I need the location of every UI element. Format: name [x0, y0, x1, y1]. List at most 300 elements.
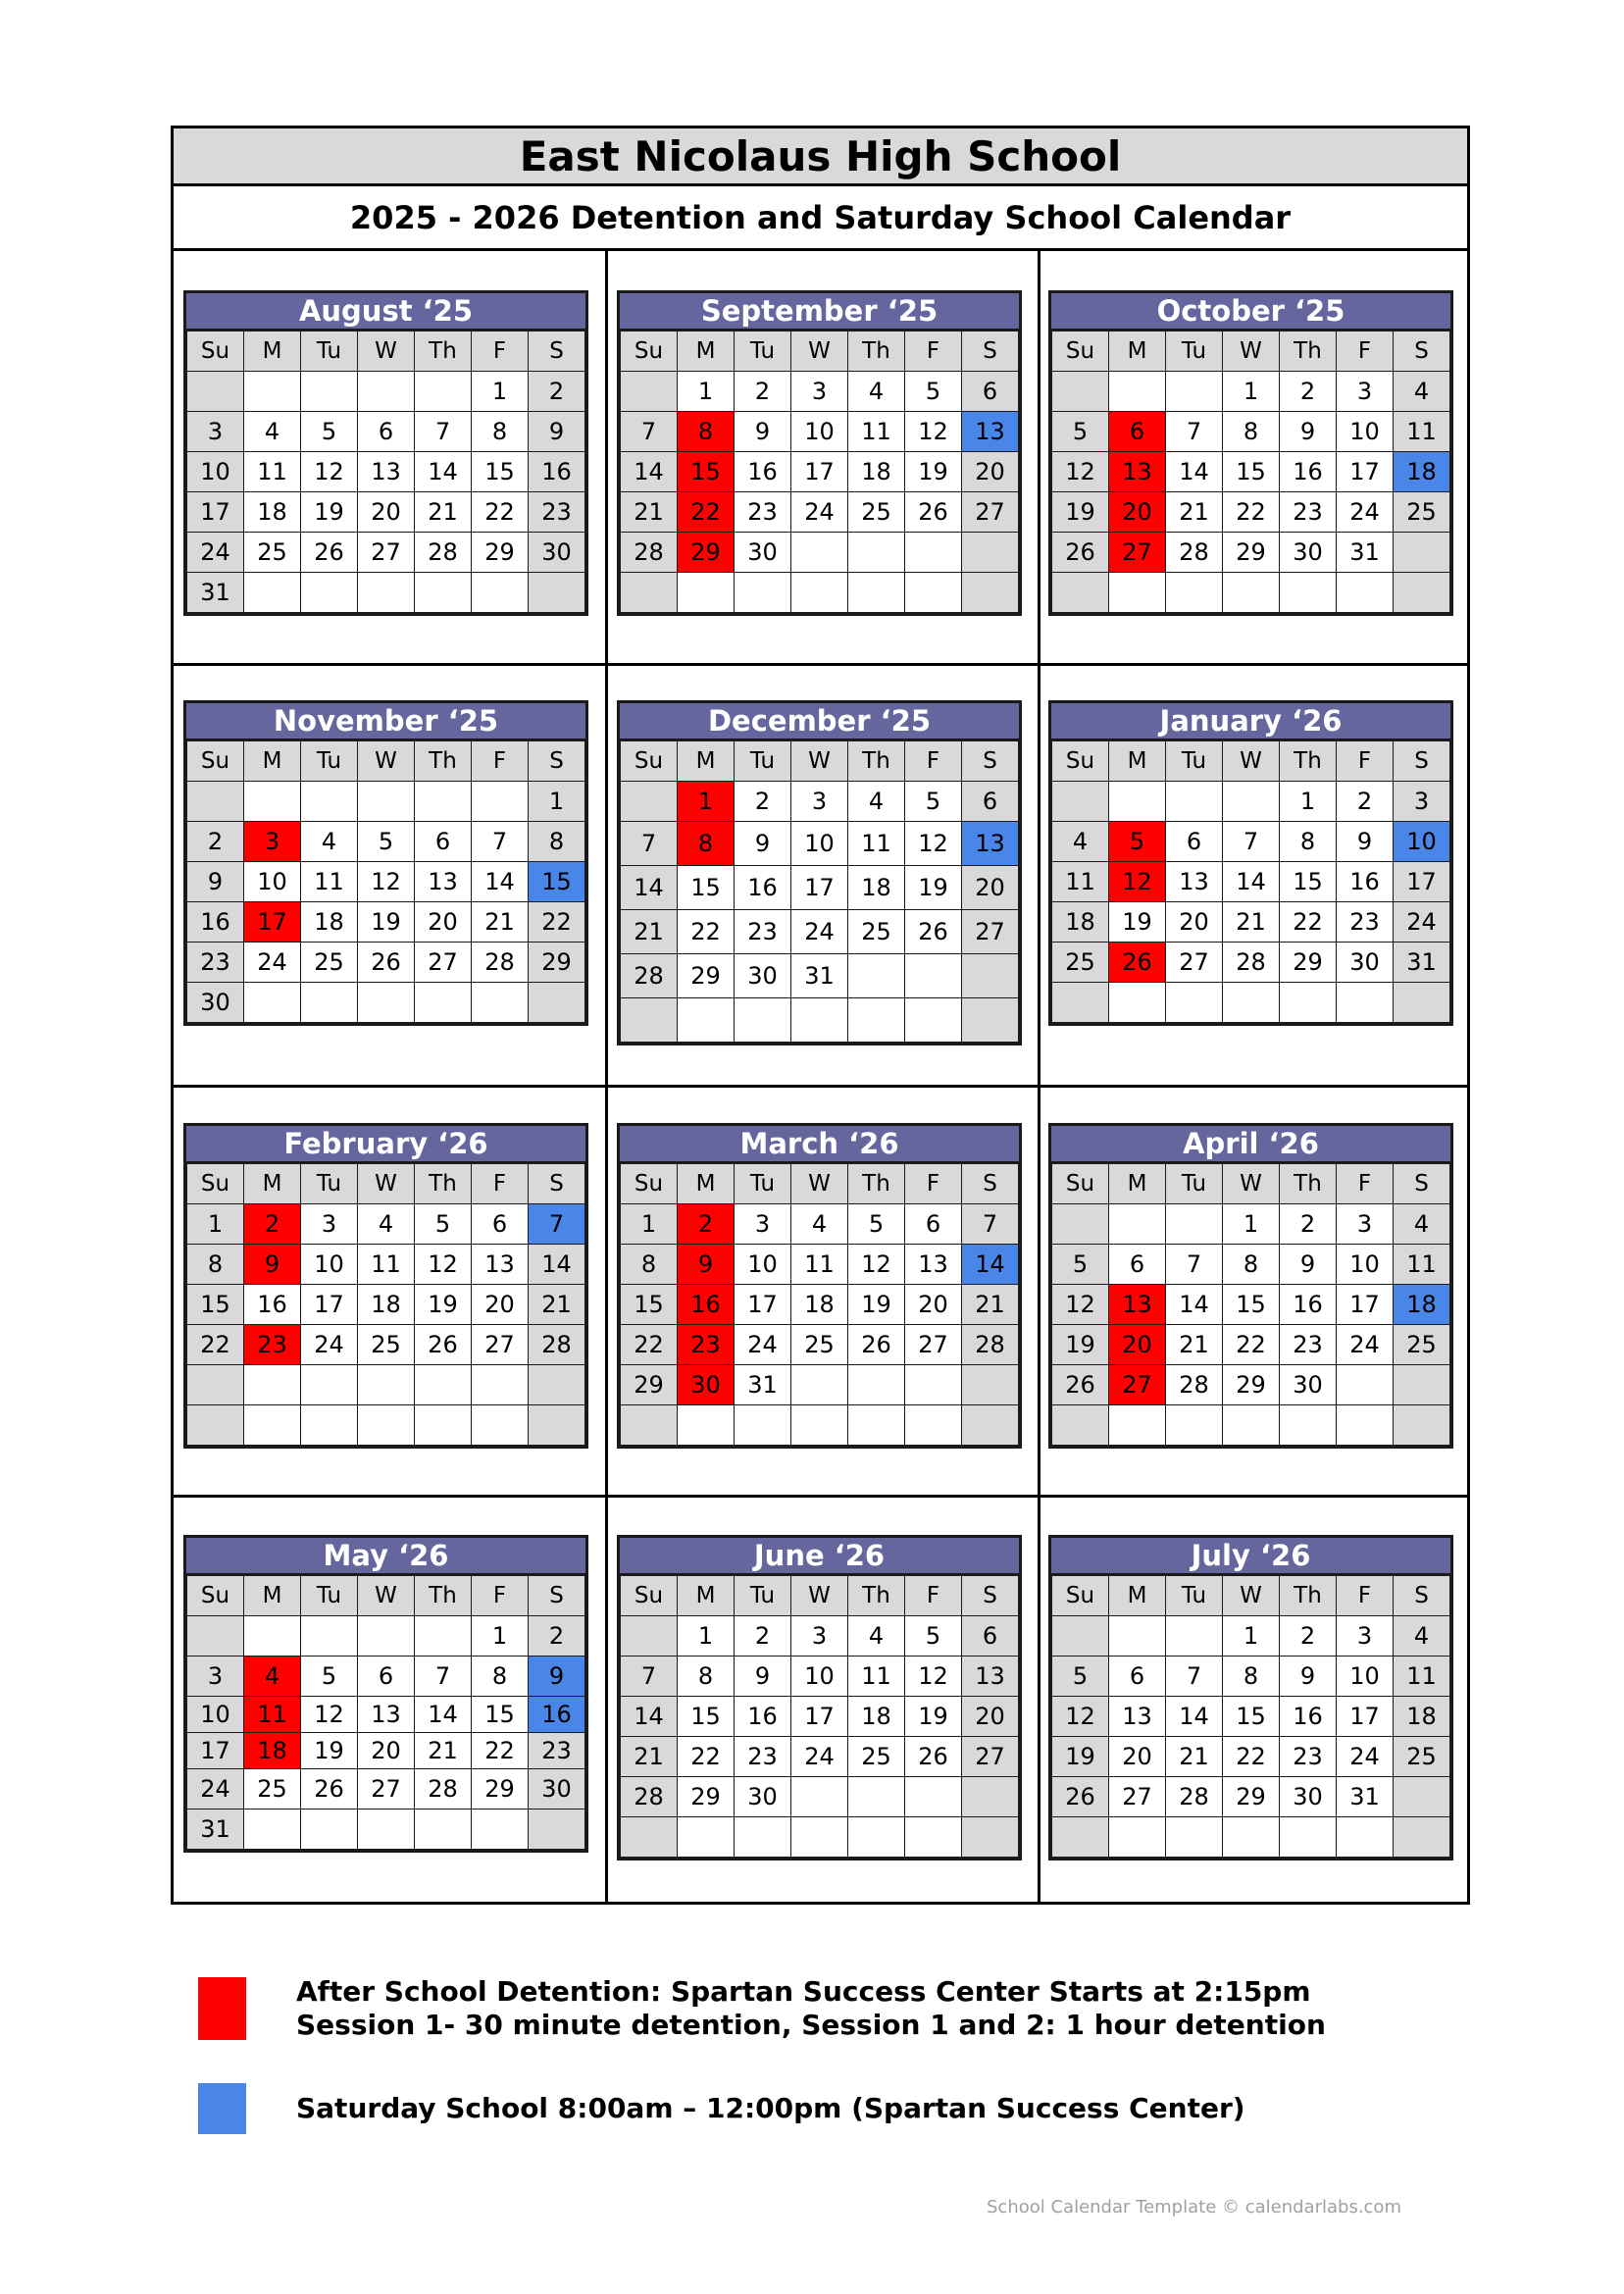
- day-cell: 29: [621, 1365, 678, 1405]
- empty-day-cell: [735, 1405, 791, 1446]
- day-cell: 23: [735, 910, 791, 954]
- day-cell: 13: [1109, 1285, 1166, 1325]
- month-title: July ‘26: [1051, 1538, 1450, 1575]
- month-title: February ‘26: [186, 1126, 585, 1163]
- day-cell: 9: [1280, 1245, 1337, 1285]
- day-cell: 20: [962, 1697, 1019, 1737]
- weekday-label: Tu: [735, 741, 791, 782]
- week-row: [621, 1697, 1019, 1737]
- day-cell: 9: [735, 412, 791, 452]
- empty-day-cell: [301, 1616, 358, 1657]
- day-cell: 10: [187, 1697, 244, 1733]
- week-row: [621, 1737, 1019, 1777]
- week-row: [187, 1285, 585, 1325]
- day-cell: 9: [529, 1657, 585, 1697]
- day-cell: 21: [1166, 1737, 1223, 1777]
- day-cell: 6: [1109, 1657, 1166, 1697]
- week-row: [1052, 1697, 1450, 1737]
- day-cell: 12: [358, 862, 415, 902]
- day-cell: 6: [415, 822, 472, 862]
- day-cell: 14: [962, 1245, 1019, 1285]
- day-cell: 1: [1223, 1616, 1280, 1657]
- week-row: [187, 782, 585, 822]
- empty-day-cell: [678, 1817, 735, 1858]
- week-row: [621, 372, 1019, 412]
- empty-day-cell: [962, 1777, 1019, 1817]
- empty-day-cell: [415, 372, 472, 412]
- day-cell: 28: [1166, 533, 1223, 573]
- weekday-label: Th: [1280, 1164, 1337, 1204]
- empty-day-cell: [472, 983, 529, 1023]
- month-calendar: [183, 1123, 588, 1449]
- empty-day-cell: [1337, 983, 1394, 1023]
- day-cell: 17: [187, 1733, 244, 1769]
- weekday-label: Th: [848, 741, 905, 782]
- week-row: [621, 1777, 1019, 1817]
- day-cell: 21: [1223, 902, 1280, 943]
- day-cell: 22: [1223, 1325, 1280, 1365]
- day-cell: 29: [472, 1769, 529, 1810]
- day-cell: 24: [187, 533, 244, 573]
- day-cell: 24: [187, 1769, 244, 1810]
- day-cell: 20: [358, 492, 415, 533]
- week-row: [1052, 1285, 1450, 1325]
- day-cell: 9: [244, 1245, 301, 1285]
- day-cell: 22: [678, 910, 735, 954]
- empty-day-cell: [244, 1616, 301, 1657]
- empty-day-cell: [415, 983, 472, 1023]
- empty-day-cell: [678, 998, 735, 1043]
- week-row: [621, 822, 1019, 866]
- day-cell: 2: [1280, 372, 1337, 412]
- day-cell: 18: [1052, 902, 1109, 943]
- day-cell: 30: [187, 983, 244, 1023]
- weekday-label: Tu: [301, 331, 358, 372]
- weekday-label: W: [358, 1576, 415, 1616]
- week-row: [1052, 983, 1450, 1023]
- week-row: [187, 1365, 585, 1405]
- day-cell: 24: [1394, 902, 1450, 943]
- day-cell: 13: [1109, 1697, 1166, 1737]
- empty-day-cell: [358, 782, 415, 822]
- empty-day-cell: [1337, 573, 1394, 613]
- weekday-label: Tu: [1166, 1164, 1223, 1204]
- weekday-label: W: [358, 331, 415, 372]
- day-cell: 29: [678, 1777, 735, 1817]
- day-cell: 22: [472, 492, 529, 533]
- day-cell: 13: [1109, 452, 1166, 492]
- week-row: [187, 1810, 585, 1850]
- day-cell: 27: [962, 1737, 1019, 1777]
- day-cell: 11: [1394, 1657, 1450, 1697]
- day-cell: 27: [962, 910, 1019, 954]
- week-row: [1052, 1777, 1450, 1817]
- empty-day-cell: [358, 1365, 415, 1405]
- empty-day-cell: [905, 1365, 962, 1405]
- empty-day-cell: [1109, 1204, 1166, 1245]
- day-cell: 4: [244, 412, 301, 452]
- week-row: [1052, 1204, 1450, 1245]
- day-cell: 29: [1223, 1365, 1280, 1405]
- weekday-label: Su: [187, 331, 244, 372]
- day-cell: 24: [1337, 492, 1394, 533]
- day-cell: 9: [678, 1245, 735, 1285]
- day-cell: 3: [1394, 782, 1450, 822]
- weekday-label: Th: [1280, 331, 1337, 372]
- weekday-label: S: [962, 741, 1019, 782]
- day-cell: 18: [1394, 452, 1450, 492]
- week-row: [1052, 943, 1450, 983]
- day-cell: 21: [1166, 1325, 1223, 1365]
- day-cell: 5: [415, 1204, 472, 1245]
- week-row: [1052, 1616, 1450, 1657]
- month-calendar: [617, 1123, 1022, 1449]
- day-cell: 10: [301, 1245, 358, 1285]
- day-cell: 29: [529, 943, 585, 983]
- day-cell: 6: [1109, 1245, 1166, 1285]
- day-cell: 4: [848, 372, 905, 412]
- day-cell: 7: [415, 412, 472, 452]
- day-cell: 22: [678, 492, 735, 533]
- week-row: [621, 533, 1019, 573]
- empty-day-cell: [1109, 1405, 1166, 1446]
- weekday-label: Tu: [301, 741, 358, 782]
- weekday-label: S: [1394, 331, 1450, 372]
- school-title: East Nicolaus High School: [174, 128, 1467, 186]
- day-cell: 30: [529, 533, 585, 573]
- day-cell: 29: [678, 954, 735, 998]
- day-cell: 17: [244, 902, 301, 943]
- day-cell: 16: [1337, 862, 1394, 902]
- weekday-label: M: [1109, 1164, 1166, 1204]
- day-cell: 10: [791, 822, 848, 866]
- empty-day-cell: [244, 573, 301, 613]
- day-cell: 2: [678, 1204, 735, 1245]
- day-cell: 8: [1280, 822, 1337, 862]
- empty-day-cell: [358, 983, 415, 1023]
- day-cell: 15: [187, 1285, 244, 1325]
- empty-day-cell: [791, 1365, 848, 1405]
- day-cell: 12: [905, 822, 962, 866]
- week-row: [1052, 822, 1450, 862]
- empty-day-cell: [1109, 372, 1166, 412]
- day-cell: 2: [529, 1616, 585, 1657]
- day-cell: 21: [415, 492, 472, 533]
- day-cell: 1: [1280, 782, 1337, 822]
- empty-day-cell: [244, 372, 301, 412]
- empty-day-cell: [791, 533, 848, 573]
- weekday-label: W: [1223, 1164, 1280, 1204]
- day-cell: 17: [1337, 1285, 1394, 1325]
- empty-day-cell: [358, 1810, 415, 1850]
- day-cell: 27: [472, 1325, 529, 1365]
- weekday-label: Th: [415, 1576, 472, 1616]
- week-row: [1052, 412, 1450, 452]
- month-title: October ‘25: [1051, 293, 1450, 331]
- day-cell: 4: [848, 1616, 905, 1657]
- empty-day-cell: [1052, 1817, 1109, 1858]
- month-title: April ‘26: [1051, 1126, 1450, 1163]
- day-cell: 23: [735, 1737, 791, 1777]
- week-row: [621, 1657, 1019, 1697]
- day-cell: 25: [1394, 1325, 1450, 1365]
- day-cell: 30: [735, 954, 791, 998]
- day-cell: 4: [1394, 1616, 1450, 1657]
- week-row: [187, 1657, 585, 1697]
- day-cell: 2: [735, 782, 791, 822]
- empty-day-cell: [1052, 983, 1109, 1023]
- day-cell: 23: [1337, 902, 1394, 943]
- weekday-label: M: [678, 1576, 735, 1616]
- day-cell: 6: [962, 782, 1019, 822]
- day-cell: 15: [1223, 1285, 1280, 1325]
- row-divider: [174, 663, 1467, 666]
- day-cell: 23: [1280, 1737, 1337, 1777]
- day-cell: 19: [1052, 1737, 1109, 1777]
- day-cell: 5: [358, 822, 415, 862]
- month-title: January ‘26: [1051, 703, 1450, 740]
- day-cell: 26: [905, 492, 962, 533]
- day-cell: 28: [529, 1325, 585, 1365]
- day-cell: 29: [1280, 943, 1337, 983]
- day-cell: 9: [1280, 412, 1337, 452]
- day-cell: 6: [358, 412, 415, 452]
- day-cell: 12: [848, 1245, 905, 1285]
- day-cell: 6: [1166, 822, 1223, 862]
- day-cell: 29: [678, 533, 735, 573]
- day-cell: 11: [244, 1697, 301, 1733]
- day-cell: 13: [962, 412, 1019, 452]
- day-cell: 24: [244, 943, 301, 983]
- day-cell: 19: [905, 1697, 962, 1737]
- day-cell: 24: [301, 1325, 358, 1365]
- day-cell: 19: [301, 492, 358, 533]
- day-cell: 31: [1394, 943, 1450, 983]
- weekday-label: M: [678, 741, 735, 782]
- day-cell: 11: [791, 1245, 848, 1285]
- day-cell: 8: [678, 1657, 735, 1697]
- week-row: [621, 782, 1019, 822]
- day-cell: 3: [735, 1204, 791, 1245]
- day-cell: 17: [791, 866, 848, 910]
- weekday-label: Su: [621, 331, 678, 372]
- day-cell: 27: [415, 943, 472, 983]
- empty-day-cell: [905, 533, 962, 573]
- weekday-label: W: [791, 1164, 848, 1204]
- day-cell: 15: [529, 862, 585, 902]
- day-cell: 13: [962, 1657, 1019, 1697]
- day-cell: 28: [1166, 1777, 1223, 1817]
- day-cell: 13: [415, 862, 472, 902]
- day-cell: 10: [1394, 822, 1450, 862]
- week-row: [187, 1616, 585, 1657]
- day-cell: 16: [1280, 1285, 1337, 1325]
- day-cell: 8: [678, 412, 735, 452]
- day-cell: 4: [358, 1204, 415, 1245]
- day-cell: 26: [301, 533, 358, 573]
- empty-day-cell: [1394, 533, 1450, 573]
- day-cell: 16: [1280, 452, 1337, 492]
- weekday-label: Th: [1280, 741, 1337, 782]
- day-cell: 28: [415, 533, 472, 573]
- day-cell: 15: [1280, 862, 1337, 902]
- day-cell: 7: [962, 1204, 1019, 1245]
- week-row: [187, 1204, 585, 1245]
- day-cell: 12: [415, 1245, 472, 1285]
- day-cell: 7: [1166, 1245, 1223, 1285]
- day-cell: 5: [905, 372, 962, 412]
- weekday-label: S: [529, 1164, 585, 1204]
- week-row: [187, 1733, 585, 1769]
- day-cell: 13: [1166, 862, 1223, 902]
- empty-day-cell: [621, 372, 678, 412]
- day-cell: 12: [1052, 452, 1109, 492]
- day-cell: 5: [301, 1657, 358, 1697]
- day-cell: 20: [1109, 492, 1166, 533]
- weekday-label: Tu: [301, 1164, 358, 1204]
- empty-day-cell: [621, 998, 678, 1043]
- day-cell: 13: [962, 822, 1019, 866]
- day-cell: 20: [472, 1285, 529, 1325]
- row-divider: [174, 1085, 1467, 1088]
- day-cell: 21: [621, 1737, 678, 1777]
- day-cell: 10: [244, 862, 301, 902]
- day-cell: 31: [187, 573, 244, 613]
- empty-day-cell: [621, 782, 678, 822]
- day-cell: 3: [187, 1657, 244, 1697]
- day-cell: 3: [1337, 1204, 1394, 1245]
- week-row: [621, 1405, 1019, 1446]
- weekday-label: M: [678, 331, 735, 372]
- day-cell: 23: [1280, 492, 1337, 533]
- empty-day-cell: [244, 1405, 301, 1446]
- week-row: [1052, 782, 1450, 822]
- day-cell: 28: [621, 533, 678, 573]
- day-cell: 1: [187, 1204, 244, 1245]
- empty-day-cell: [1394, 1365, 1450, 1405]
- day-cell: 11: [1052, 862, 1109, 902]
- day-cell: 15: [678, 1697, 735, 1737]
- day-cell: 7: [529, 1204, 585, 1245]
- weekday-label: M: [244, 1164, 301, 1204]
- empty-day-cell: [848, 1365, 905, 1405]
- day-cell: 21: [1166, 492, 1223, 533]
- day-cell: 28: [621, 954, 678, 998]
- empty-day-cell: [301, 983, 358, 1023]
- empty-day-cell: [415, 1365, 472, 1405]
- empty-day-cell: [1109, 983, 1166, 1023]
- day-cell: 4: [301, 822, 358, 862]
- day-cell: 8: [1223, 412, 1280, 452]
- day-cell: 2: [735, 372, 791, 412]
- weekday-label: W: [791, 741, 848, 782]
- day-cell: 11: [848, 822, 905, 866]
- day-cell: 9: [735, 1657, 791, 1697]
- day-cell: 6: [1109, 412, 1166, 452]
- day-cell: 4: [1052, 822, 1109, 862]
- day-cell: 11: [848, 412, 905, 452]
- day-cell: 1: [1223, 372, 1280, 412]
- day-cell: 16: [735, 452, 791, 492]
- day-cell: 4: [1394, 372, 1450, 412]
- day-cell: 19: [848, 1285, 905, 1325]
- week-row: [621, 866, 1019, 910]
- weekday-label: S: [1394, 1164, 1450, 1204]
- weekday-label: Su: [1052, 741, 1109, 782]
- day-cell: 18: [358, 1285, 415, 1325]
- day-cell: 10: [187, 452, 244, 492]
- empty-day-cell: [1223, 573, 1280, 613]
- detention-swatch: [198, 1977, 246, 2040]
- empty-day-cell: [1280, 983, 1337, 1023]
- day-cell: 18: [1394, 1285, 1450, 1325]
- day-cell: 17: [791, 1697, 848, 1737]
- month-calendar: [617, 1535, 1022, 1861]
- day-cell: 13: [358, 452, 415, 492]
- day-cell: 15: [1223, 452, 1280, 492]
- day-cell: 1: [1223, 1204, 1280, 1245]
- day-cell: 25: [791, 1325, 848, 1365]
- empty-day-cell: [415, 782, 472, 822]
- empty-day-cell: [529, 573, 585, 613]
- empty-day-cell: [905, 573, 962, 613]
- day-cell: 6: [962, 1616, 1019, 1657]
- empty-day-cell: [244, 983, 301, 1023]
- weekday-label: Tu: [301, 1576, 358, 1616]
- empty-day-cell: [1109, 1616, 1166, 1657]
- day-cell: 11: [1394, 1245, 1450, 1285]
- day-cell: 19: [301, 1733, 358, 1769]
- month-calendar: [1048, 1535, 1453, 1861]
- day-cell: 25: [244, 1769, 301, 1810]
- day-cell: 23: [678, 1325, 735, 1365]
- day-cell: 1: [678, 372, 735, 412]
- day-cell: 5: [905, 782, 962, 822]
- empty-day-cell: [735, 998, 791, 1043]
- week-row: [621, 1204, 1019, 1245]
- day-cell: 4: [848, 782, 905, 822]
- day-cell: 10: [1337, 1245, 1394, 1285]
- weekday-label: W: [1223, 1576, 1280, 1616]
- day-cell: 17: [1337, 452, 1394, 492]
- weekday-label: Su: [621, 741, 678, 782]
- week-row: [621, 452, 1019, 492]
- day-cell: 25: [358, 1325, 415, 1365]
- weekday-label: Su: [187, 741, 244, 782]
- day-cell: 5: [301, 412, 358, 452]
- day-cell: 14: [415, 452, 472, 492]
- day-cell: 20: [1109, 1737, 1166, 1777]
- week-row: [1052, 1737, 1450, 1777]
- day-cell: 10: [1337, 412, 1394, 452]
- weekday-label: S: [962, 1164, 1019, 1204]
- weekday-label: S: [1394, 741, 1450, 782]
- day-cell: 14: [415, 1697, 472, 1733]
- weekday-label: Su: [1052, 331, 1109, 372]
- day-cell: 26: [358, 943, 415, 983]
- day-cell: 17: [1394, 862, 1450, 902]
- day-cell: 29: [1223, 1777, 1280, 1817]
- day-cell: 8: [529, 822, 585, 862]
- day-cell: 30: [735, 1777, 791, 1817]
- day-cell: 26: [905, 1737, 962, 1777]
- week-row: [187, 573, 585, 613]
- empty-day-cell: [848, 954, 905, 998]
- weekday-label: F: [1337, 331, 1394, 372]
- day-cell: 24: [791, 492, 848, 533]
- week-row: [1052, 372, 1450, 412]
- day-cell: 26: [301, 1769, 358, 1810]
